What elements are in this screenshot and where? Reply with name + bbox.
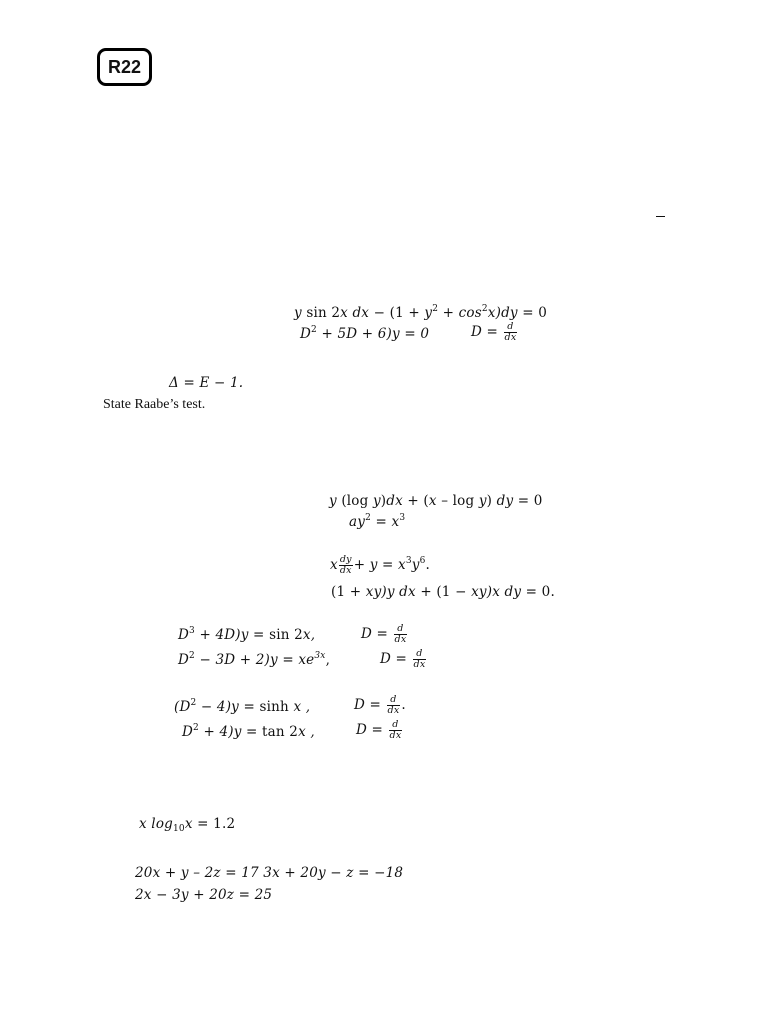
eq-exponent: 2 xyxy=(189,651,195,661)
eq-exponent: 3 xyxy=(405,556,412,566)
eq-part: ay xyxy=(349,514,366,530)
eq-part: y xyxy=(411,557,420,573)
eq-subscript: 10 xyxy=(173,824,185,834)
eq-part: = 0. xyxy=(521,584,555,600)
eq-part: + 4)y = xyxy=(198,724,263,740)
eq-part: Δ = E − 1. xyxy=(169,375,244,391)
equation-d2-minus-4 xyxy=(174,699,310,715)
eq-part: x xyxy=(330,557,338,573)
eq-exponent: 2 xyxy=(481,304,488,314)
eq-part: x dx xyxy=(340,305,370,321)
equation-delta-operator xyxy=(169,375,243,391)
eq-part: – log xyxy=(436,493,479,509)
eq-part: D = xyxy=(354,697,386,713)
eq-exponent: 3 xyxy=(399,513,406,523)
eq-part: ) xyxy=(486,493,497,509)
eq-exponent: 2 xyxy=(311,325,317,335)
linear-system-line-2 xyxy=(135,887,272,903)
fraction-denominator: dx xyxy=(389,730,402,741)
eq-part: xy)x dy xyxy=(471,584,522,600)
eq-part: y xyxy=(372,493,381,509)
fraction-numerator: d xyxy=(416,648,423,659)
operator-definition xyxy=(354,695,406,716)
equation-ode-sin2x xyxy=(294,305,547,321)
fraction-dy-dx xyxy=(339,555,353,576)
badge-label: R22 xyxy=(107,56,142,77)
eq-part: + 4D)y = xyxy=(194,627,270,643)
eq-part: = xyxy=(371,514,392,530)
fraction-d-dx xyxy=(413,649,427,670)
eq-exponent: 3x xyxy=(314,651,326,661)
eq-part: y xyxy=(329,493,337,509)
eq-part: + xyxy=(438,305,459,321)
eq-part: + y = x xyxy=(353,557,406,573)
operator-definition xyxy=(380,649,427,670)
fraction-numerator: dy xyxy=(339,554,352,565)
eq-exponent: 3 xyxy=(189,626,195,636)
fraction-d-dx xyxy=(504,322,518,343)
eq-part: D xyxy=(182,724,194,740)
equation-d2-3d-2 xyxy=(178,652,330,668)
eq-part: y xyxy=(424,305,433,321)
eq-part: dy xyxy=(496,493,514,509)
equation-d2-plus-4 xyxy=(182,724,315,740)
stray-dash-mark xyxy=(656,216,665,217)
operator-definition xyxy=(361,624,408,645)
eq-part: (log xyxy=(336,493,373,509)
question-text: State Raabe’s test. xyxy=(103,397,206,412)
fraction-numerator: d xyxy=(390,694,397,705)
equation-1-plus-xy xyxy=(331,584,555,600)
eq-part: = 0 xyxy=(513,493,543,509)
raabe-test-question xyxy=(103,397,205,413)
fraction-d-dx xyxy=(389,720,403,741)
linear-system-line-1 xyxy=(135,865,403,881)
eq-part: tan 2 xyxy=(262,724,299,740)
equation-xlogx xyxy=(139,816,235,832)
eq-part: x)dy xyxy=(487,305,518,321)
eq-part: D xyxy=(178,627,190,643)
eq-part: x xyxy=(184,816,193,832)
eq-part: x xyxy=(391,514,400,530)
eq-part: (1 + xyxy=(331,584,366,600)
eq-part: xe xyxy=(298,652,315,668)
eq-part: . xyxy=(425,557,431,573)
eq-part: x, xyxy=(302,627,316,643)
fraction-denominator: dx xyxy=(387,705,400,716)
fraction-d-dx xyxy=(387,695,401,716)
eq-part: x xyxy=(428,493,437,509)
eq-part: sin 2 xyxy=(269,627,303,643)
eq-part: y xyxy=(294,305,302,321)
eq-exponent: 2 xyxy=(193,723,199,733)
eq-exponent: 6 xyxy=(419,556,426,566)
equation-semicubical xyxy=(349,514,405,530)
eq-part: + ( xyxy=(402,493,429,509)
eq-part: sinh xyxy=(259,699,294,715)
eq-part: − 3D + 2)y = xyxy=(194,652,299,668)
equation-d2-5d-6 xyxy=(300,326,429,342)
equation-bernoulli xyxy=(330,555,430,576)
fraction-denominator: dx xyxy=(413,659,426,670)
fraction-numerator: d xyxy=(507,321,514,332)
fraction-numerator: d xyxy=(392,719,399,730)
equation-ylogy xyxy=(329,493,543,509)
eq-part: D = xyxy=(380,651,412,667)
fraction-denominator: dx xyxy=(339,565,352,576)
eq-part: − 4)y = xyxy=(196,699,260,715)
operator-definition xyxy=(356,720,403,741)
eq-part: D = xyxy=(356,722,388,738)
eq-part: . xyxy=(401,697,406,713)
eq-part: x , xyxy=(298,724,315,740)
eq-part: dx xyxy=(386,493,403,509)
eq-part: x log xyxy=(139,816,173,832)
eq-part: = 1.2 xyxy=(192,816,236,832)
equation-d3-4d xyxy=(178,627,315,643)
eq-part: D xyxy=(178,652,190,668)
eq-part: + 5D + 6)y = 0 xyxy=(316,326,430,342)
eq-exponent: 2 xyxy=(432,304,439,314)
eq-part: sin 2 xyxy=(306,305,341,321)
eq-part: (D xyxy=(174,699,191,715)
operator-definition xyxy=(471,322,518,343)
fraction-denominator: dx xyxy=(394,634,407,645)
eq-part: D = xyxy=(361,626,393,642)
fraction-numerator: d xyxy=(397,623,404,634)
eq-part: 20x + y – 2z = 17 3x + 20y − z = −18 xyxy=(135,865,404,881)
eq-exponent: 2 xyxy=(365,513,372,523)
eq-part: = 0 xyxy=(517,305,548,321)
eq-exponent: 2 xyxy=(190,698,197,708)
question-code-badge xyxy=(97,48,152,86)
eq-part: + (1 − xyxy=(415,584,472,600)
fraction-d-dx xyxy=(394,624,408,645)
eq-part: D xyxy=(300,326,312,342)
fraction-denominator: dx xyxy=(504,332,517,343)
eq-part: xy)y dx xyxy=(365,584,416,600)
eq-part: x , xyxy=(293,699,311,715)
eq-part: 2x − 3y + 20z = 25 xyxy=(135,887,273,903)
eq-part: − (1 + xyxy=(369,305,425,321)
eq-part: D = xyxy=(471,324,503,340)
eq-part: ) xyxy=(380,493,387,509)
eq-part: y xyxy=(478,493,487,509)
eq-part: , xyxy=(325,652,331,668)
eq-part: cos xyxy=(458,305,482,321)
